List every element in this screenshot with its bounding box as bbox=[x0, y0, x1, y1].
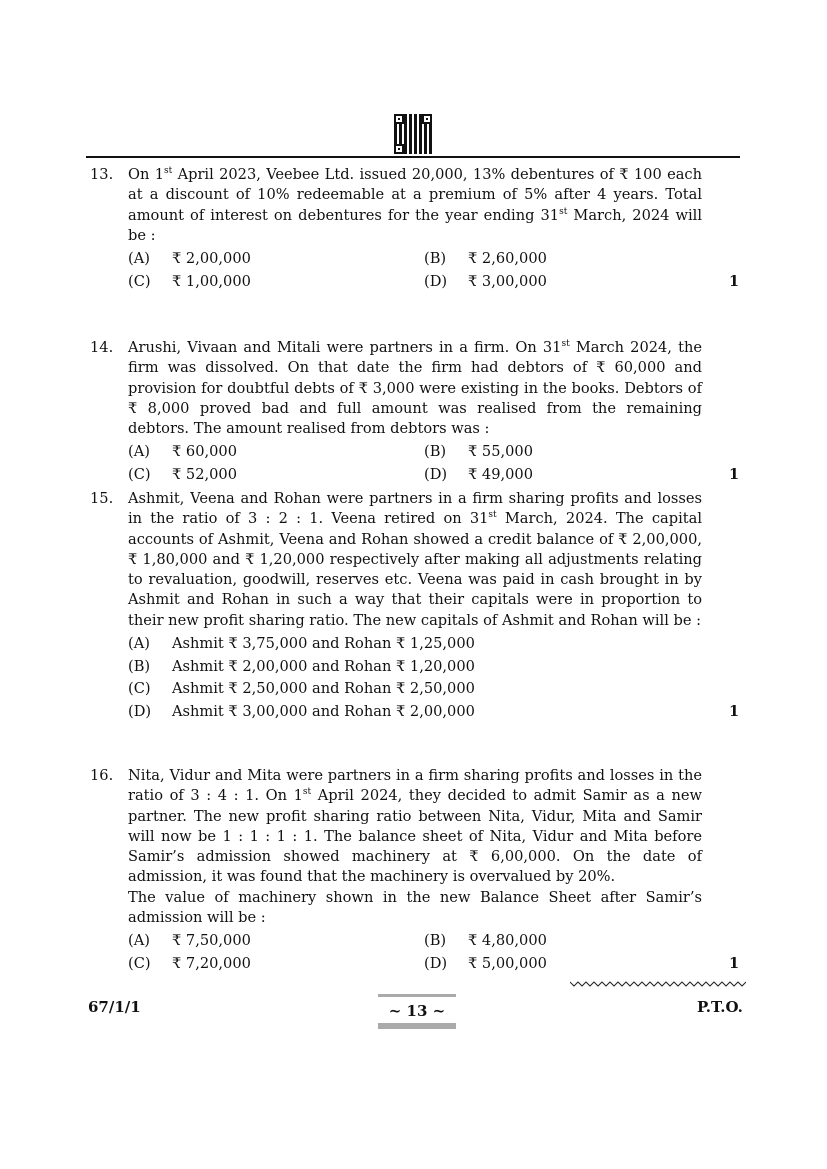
text-segment: March, 2024. The capital accounts of Ashmit, Veena and Rohan showed a credit balance of ₹ 2,00,000, ₹ 1,80,000 and ₹ 1,20,000 respectively after making all adjustments relating to revaluation, goodwill, reserves etc. Veena was paid in cash brought in by Ashmit and Rohan in such a way that their capitals were in proportion to their new profit sharing ratio. The new capitals of Ashmit and Rohan will be : bbox=[128, 510, 702, 629]
option-label: (B) bbox=[128, 657, 151, 675]
option-label: (D) bbox=[128, 703, 152, 721]
question-number: 16. bbox=[90, 767, 114, 784]
header-rule bbox=[86, 156, 740, 158]
option-label: (A) bbox=[128, 443, 150, 461]
question-16 bbox=[90, 766, 740, 977]
option-value: ₹ 7,20,000 bbox=[172, 955, 251, 973]
option-label: (C) bbox=[128, 680, 151, 698]
text-segment: April 2024, they decided to admit Samir as a new partner. The new profit sharing ratio between Nita, Vidur, Mita and Samir will now be 1 : 1 : 1 : 1. The balance sheet of Nita, Vidur and Mita before Samir’s admission showed machinery at ₹ 6,00,000. On the date of admission, it was found that the machinery is overvalued by 20%. bbox=[128, 787, 702, 886]
option-value: ₹ 5,00,000 bbox=[468, 955, 547, 973]
text-segment: Nita, Vidur and Mita were partners in a firm sharing profits and losses in the ratio of 3 : 4 : 1. On 1 bbox=[128, 767, 702, 805]
superscript: st bbox=[163, 166, 173, 177]
option-value: Ashmit ₹ 2,50,000 and Rohan ₹ 2,50,000 bbox=[172, 680, 475, 698]
option-label: (D) bbox=[424, 466, 448, 484]
option-label: (A) bbox=[128, 635, 150, 653]
option-value: ₹ 2,60,000 bbox=[468, 250, 547, 268]
option-value: Ashmit ₹ 2,00,000 and Rohan ₹ 1,20,000 bbox=[172, 657, 475, 675]
question-text bbox=[128, 338, 702, 439]
option-value: ₹ 7,50,000 bbox=[172, 932, 251, 950]
superscript: st bbox=[488, 510, 497, 521]
options bbox=[128, 249, 740, 294]
question-14 bbox=[90, 338, 740, 488]
option-label: (C) bbox=[128, 955, 151, 973]
option-label: (B) bbox=[424, 250, 447, 268]
marks: 1 bbox=[729, 703, 740, 721]
question-15 bbox=[90, 489, 740, 725]
page-number-box bbox=[378, 994, 456, 1029]
marks: 1 bbox=[729, 466, 740, 484]
paper-code: 67/1/1 bbox=[88, 998, 141, 1016]
question-number: 14. bbox=[90, 339, 114, 356]
text-segment: March, 2024 will be : bbox=[128, 206, 702, 244]
question-text bbox=[128, 489, 702, 631]
option-value: ₹ 49,000 bbox=[468, 466, 533, 484]
option-value: ₹ 60,000 bbox=[172, 443, 237, 461]
option-label: (D) bbox=[424, 272, 448, 290]
option-value: ₹ 52,000 bbox=[172, 466, 237, 484]
text-segment: April 2023, Veebee Ltd. issued 20,000, 13% debentures of ₹ 100 each at a discount of 10% redeemable at a premium of 5% after 4 years. Total amount of interest on debentures for the year ending 31 bbox=[128, 166, 702, 224]
question-text-continued: The value of machinery shown in the new Balance Sheet after Samir’s admission will be : bbox=[128, 888, 702, 927]
wavy-line bbox=[570, 980, 746, 988]
page-number: ~ 13 ~ bbox=[388, 1002, 446, 1020]
question-number: 15. bbox=[90, 490, 114, 507]
option-label: (C) bbox=[128, 272, 151, 290]
option-label: (C) bbox=[128, 466, 151, 484]
pto-label: P.T.O. bbox=[697, 998, 743, 1016]
option-value: ₹ 55,000 bbox=[468, 443, 533, 461]
option-value: ₹ 2,00,000 bbox=[172, 250, 251, 268]
marks: 1 bbox=[729, 955, 740, 973]
superscript: st bbox=[559, 206, 568, 217]
question-13 bbox=[90, 165, 740, 295]
option-label: (B) bbox=[424, 443, 447, 461]
option-value: Ashmit ₹ 3,75,000 and Rohan ₹ 1,25,000 bbox=[172, 635, 475, 653]
option-value: ₹ 1,00,000 bbox=[172, 272, 251, 290]
qr-finder bbox=[394, 114, 404, 124]
marks: 1 bbox=[729, 272, 740, 290]
options bbox=[128, 442, 740, 487]
options bbox=[128, 634, 740, 725]
superscript: st bbox=[561, 339, 570, 350]
option-label: (B) bbox=[424, 932, 447, 950]
options bbox=[128, 931, 740, 976]
option-value: ₹ 4,80,000 bbox=[468, 932, 547, 950]
text-segment: On 1 bbox=[128, 166, 164, 183]
text-segment: March 2024, the firm was dissolved. On that date the firm had debtors of ₹ 60,000 and provision for doubtful debts of ₹ 3,000 were existing in the books. Debtors of ₹ 8,000 proved bad and full amount was realised from the remaining debtors. The amount realised from debtors was : bbox=[128, 339, 702, 438]
question-number: 13. bbox=[90, 166, 114, 183]
text-segment: Arushi, Vivaan and Mitali were partners in a firm. On 31 bbox=[128, 339, 562, 356]
option-value: Ashmit ₹ 3,00,000 and Rohan ₹ 2,00,000 bbox=[172, 703, 475, 721]
option-label: (A) bbox=[128, 932, 150, 950]
qr-finder bbox=[394, 144, 404, 154]
question-text bbox=[128, 766, 702, 888]
qr-code bbox=[394, 114, 432, 154]
option-value: ₹ 3,00,000 bbox=[468, 272, 547, 290]
option-label: (A) bbox=[128, 250, 150, 268]
qr-finder bbox=[422, 114, 432, 124]
option-label: (D) bbox=[424, 955, 448, 973]
text-segment: Ashmit, Veena and Rohan were partners in a firm sharing profits and losses in the ratio of 3 : 2 : 1. Veena retired on 31 bbox=[128, 490, 702, 528]
question-text bbox=[128, 165, 702, 246]
superscript: st bbox=[302, 787, 312, 798]
